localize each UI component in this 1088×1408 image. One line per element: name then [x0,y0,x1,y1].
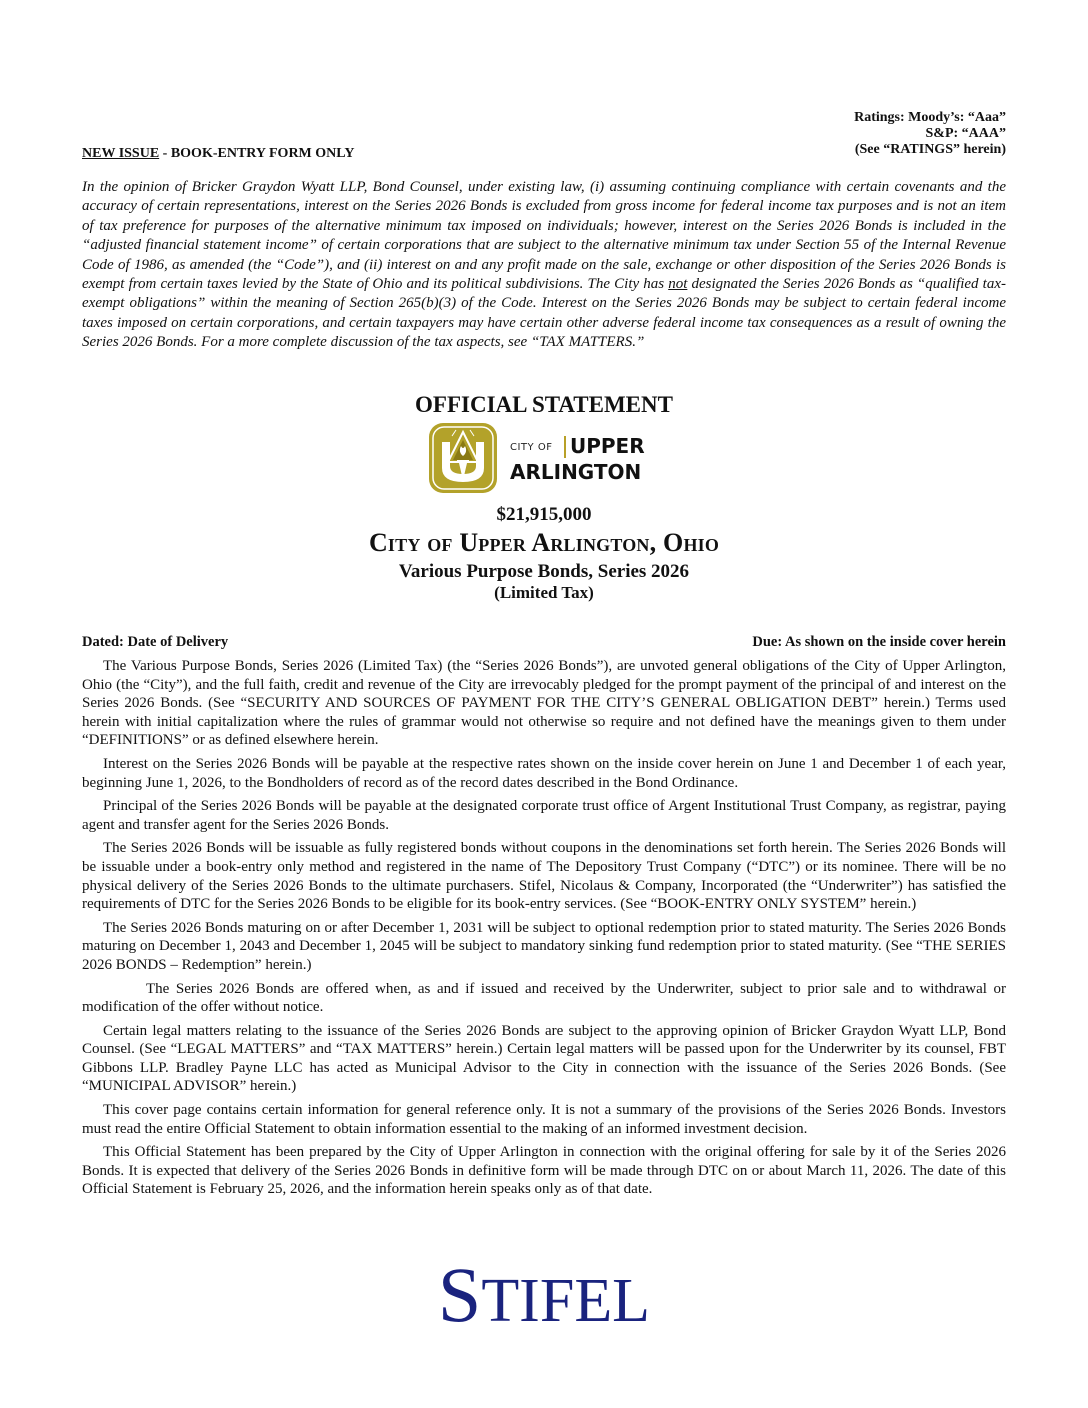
logo-upper: UPPER [570,434,645,458]
bond-tax-type: (Limited Tax) [494,583,594,602]
paragraph-obligations: The Various Purpose Bonds, Series 2026 (Limited Tax) (the “Series 2026 Bonds”), are unvoted general obligations of the City of Upper Arlington, Ohio (the “City”), and the full faith, credit and revenue of the City are irrevocably pledged for the prompt payment of the principal of and interest on the Series 2026 Bonds. (See “SECURITY AND SOURCES OF PAYMENT FOR THE CITY’S GENERAL OBLIGATION DEBT” herein.) Terms used herein with initial capitalization where the rules of grammar would not otherwise so require and not defined have the meanings given to them under “DEFINITIONS” or as defined elsewhere herein. [82,658,1006,749]
cover-body [82,657,1006,1204]
underwriter-logo-rest: TIFEL [481,1267,651,1335]
tax-opinion-part1: In the opinion of Bricker Graydon Wyatt LLP, Bond Counsel, under existing law, (i) assuming continuing compliance with certain covenants and the accuracy of certain representations, interest on the Series 2026 Bonds is excluded from gross income for federal income tax purposes and is not an item of tax preference for purposes of the alternative minimum tax imposed on individuals; however, interest on the Series 2026 Bonds is included in the “adjusted financial statement income” of certain corporations that are subject to the alternative minimum tax under Section 55 of the Internal Revenue Code of 1986, as amended (the “Code”), and (ii) interest on and any profit made on the sale, exchange or other disposition of the Series 2026 Bonds is exempt from certain taxes levied by the State of Ohio and its political subdivisions. The City has [82,179,1006,293]
paragraph-legal-matters: Certain legal matters relating to the issuance of the Series 2026 Bonds are subject to the approving opinion of Bricker Graydon Wyatt LLP, Bond Counsel. (See “LEGAL MATTERS” and “TAX MATTERS” herein.) Certain legal matters will be passed upon for the Underwriter by its counsel, FBT Gibbons LLP. Bradley Payne LLC has acted as Municipal Advisor to the City in connection with the issuance of the Series 2026 Bonds. (See “MUNICIPAL ADVISOR” herein.) [82,1022,1006,1095]
ratings-see-note: (See “RATINGS” herein) [854,142,1006,157]
dated-due-row [82,634,1006,651]
bond-amount: $21,915,000 [496,504,592,525]
city-logo [428,422,660,496]
paragraph-reference: This cover page contains certain information for general reference only. It is not a summary of the provisions of the Series 2026 Bonds. Investors must read the entire Official Statement to obtain information essential to the making of an informed investment decision. [82,1102,1006,1137]
paragraph-offering: The Series 2026 Bonds are offered when, as and if issued and received by the Underwriter, subject to prior sale and to withdrawal or modification of the offer without notice. [82,980,1006,1016]
official-statement-title: OFFICIAL STATEMENT [415,392,673,417]
tax-opinion-not: not [668,276,688,293]
paragraph-interest: Interest on the Series 2026 Bonds will be payable at the respective rates shown on the inside cover herein on June 1 and December 1 of each year, beginning June 1, 2026, to the Bondholders of record as of the record dates described in the Bond Ordinance. [82,755,1006,791]
paragraph-delivery: This Official Statement has been prepared by the City of Upper Arlington in connection with the original offering for sale by it of the Series 2026 Bonds. It is expected that delivery of the Series 2026 Bonds in definitive form will be made through DTC on or about March 11, 2026. The date of this Official Statement is February 25, 2026, and the information herein speaks only as of that date. [82,1144,1006,1198]
dated-label: Dated: Date of Delivery [82,634,229,650]
paragraph-book-entry: The Series 2026 Bonds will be issuable as fully registered bonds without coupons in the denominations set forth herein. The Series 2026 Bonds will be issuable under a book-entry only method and registered in the name of The Depository Trust Company (“DTC”) or its nominee. There will be no physical delivery of the Series 2026 Bonds to the ultimate purchasers. Stifel, Nicolaus & Company, Incorporated (the “Underwriter”) has satisfied the requirements of DTC for the Series 2026 Bonds to be eligible for its book-entry services. (See “BOOK-ENTRY ONLY SYSTEM” herein.) [82,840,1006,913]
underwriter-logo [82,1250,1006,1340]
issuer-name: City of Upper Arlington, Ohio [368,528,720,557]
ratings-block [854,110,1006,158]
tax-opinion-paragraph [82,178,1006,353]
issue-type-line [82,146,354,162]
paragraph-redemption: The Series 2026 Bonds maturing on or after December 1, 2031 will be subject to optional redemption prior to stated maturity. The Series 2026 Bonds maturing on December 1, 2043 and December 1, 2045 will be subject to mandatory sinking fund redemption prior to stated maturity. (See “THE SERIES 2026 BONDS – Redemption” herein.) [82,919,1006,973]
paragraph-principal: Principal of the Series 2026 Bonds will be payable at the designated corporate trust office of Argent Institutional Trust Company, as registrar, paying agent and transfer agent for the Series 2026 Bonds. [82,798,1006,833]
ratings-moodys: Ratings: Moody’s: “Aaa” [854,110,1006,125]
tax-opinion-part2: designated the Series 2026 Bonds as “qualified tax-exempt obligations” within the meaning of Section 265(b)(3) of the Code. Interest on the Series 2026 Bonds may be subject to certain federal income taxes imposed on certain corporations, and certain taxpayers may have certain other adverse federal income tax consequences as a result of owning the Series 2026 Bonds. For a more complete discussion of the tax aspects, see “TAX MATTERS.” [82,276,1006,351]
ratings-sp: S&P: “AAA” [925,126,1006,141]
underwriter-logo-initial: S [437,1251,482,1338]
new-issue-label: NEW ISSUE [82,146,160,161]
logo-city-of: CITY OF [510,442,553,453]
due-label: Due: As shown on the inside cover herein [752,634,1006,650]
logo-arlington: ARLINGTON [510,460,642,484]
book-entry-label: - BOOK-ENTRY FORM ONLY [159,146,355,161]
logo-divider [564,436,566,458]
city-seal-icon [428,422,498,494]
bond-series: Various Purpose Bonds, Series 2026 [398,561,690,582]
